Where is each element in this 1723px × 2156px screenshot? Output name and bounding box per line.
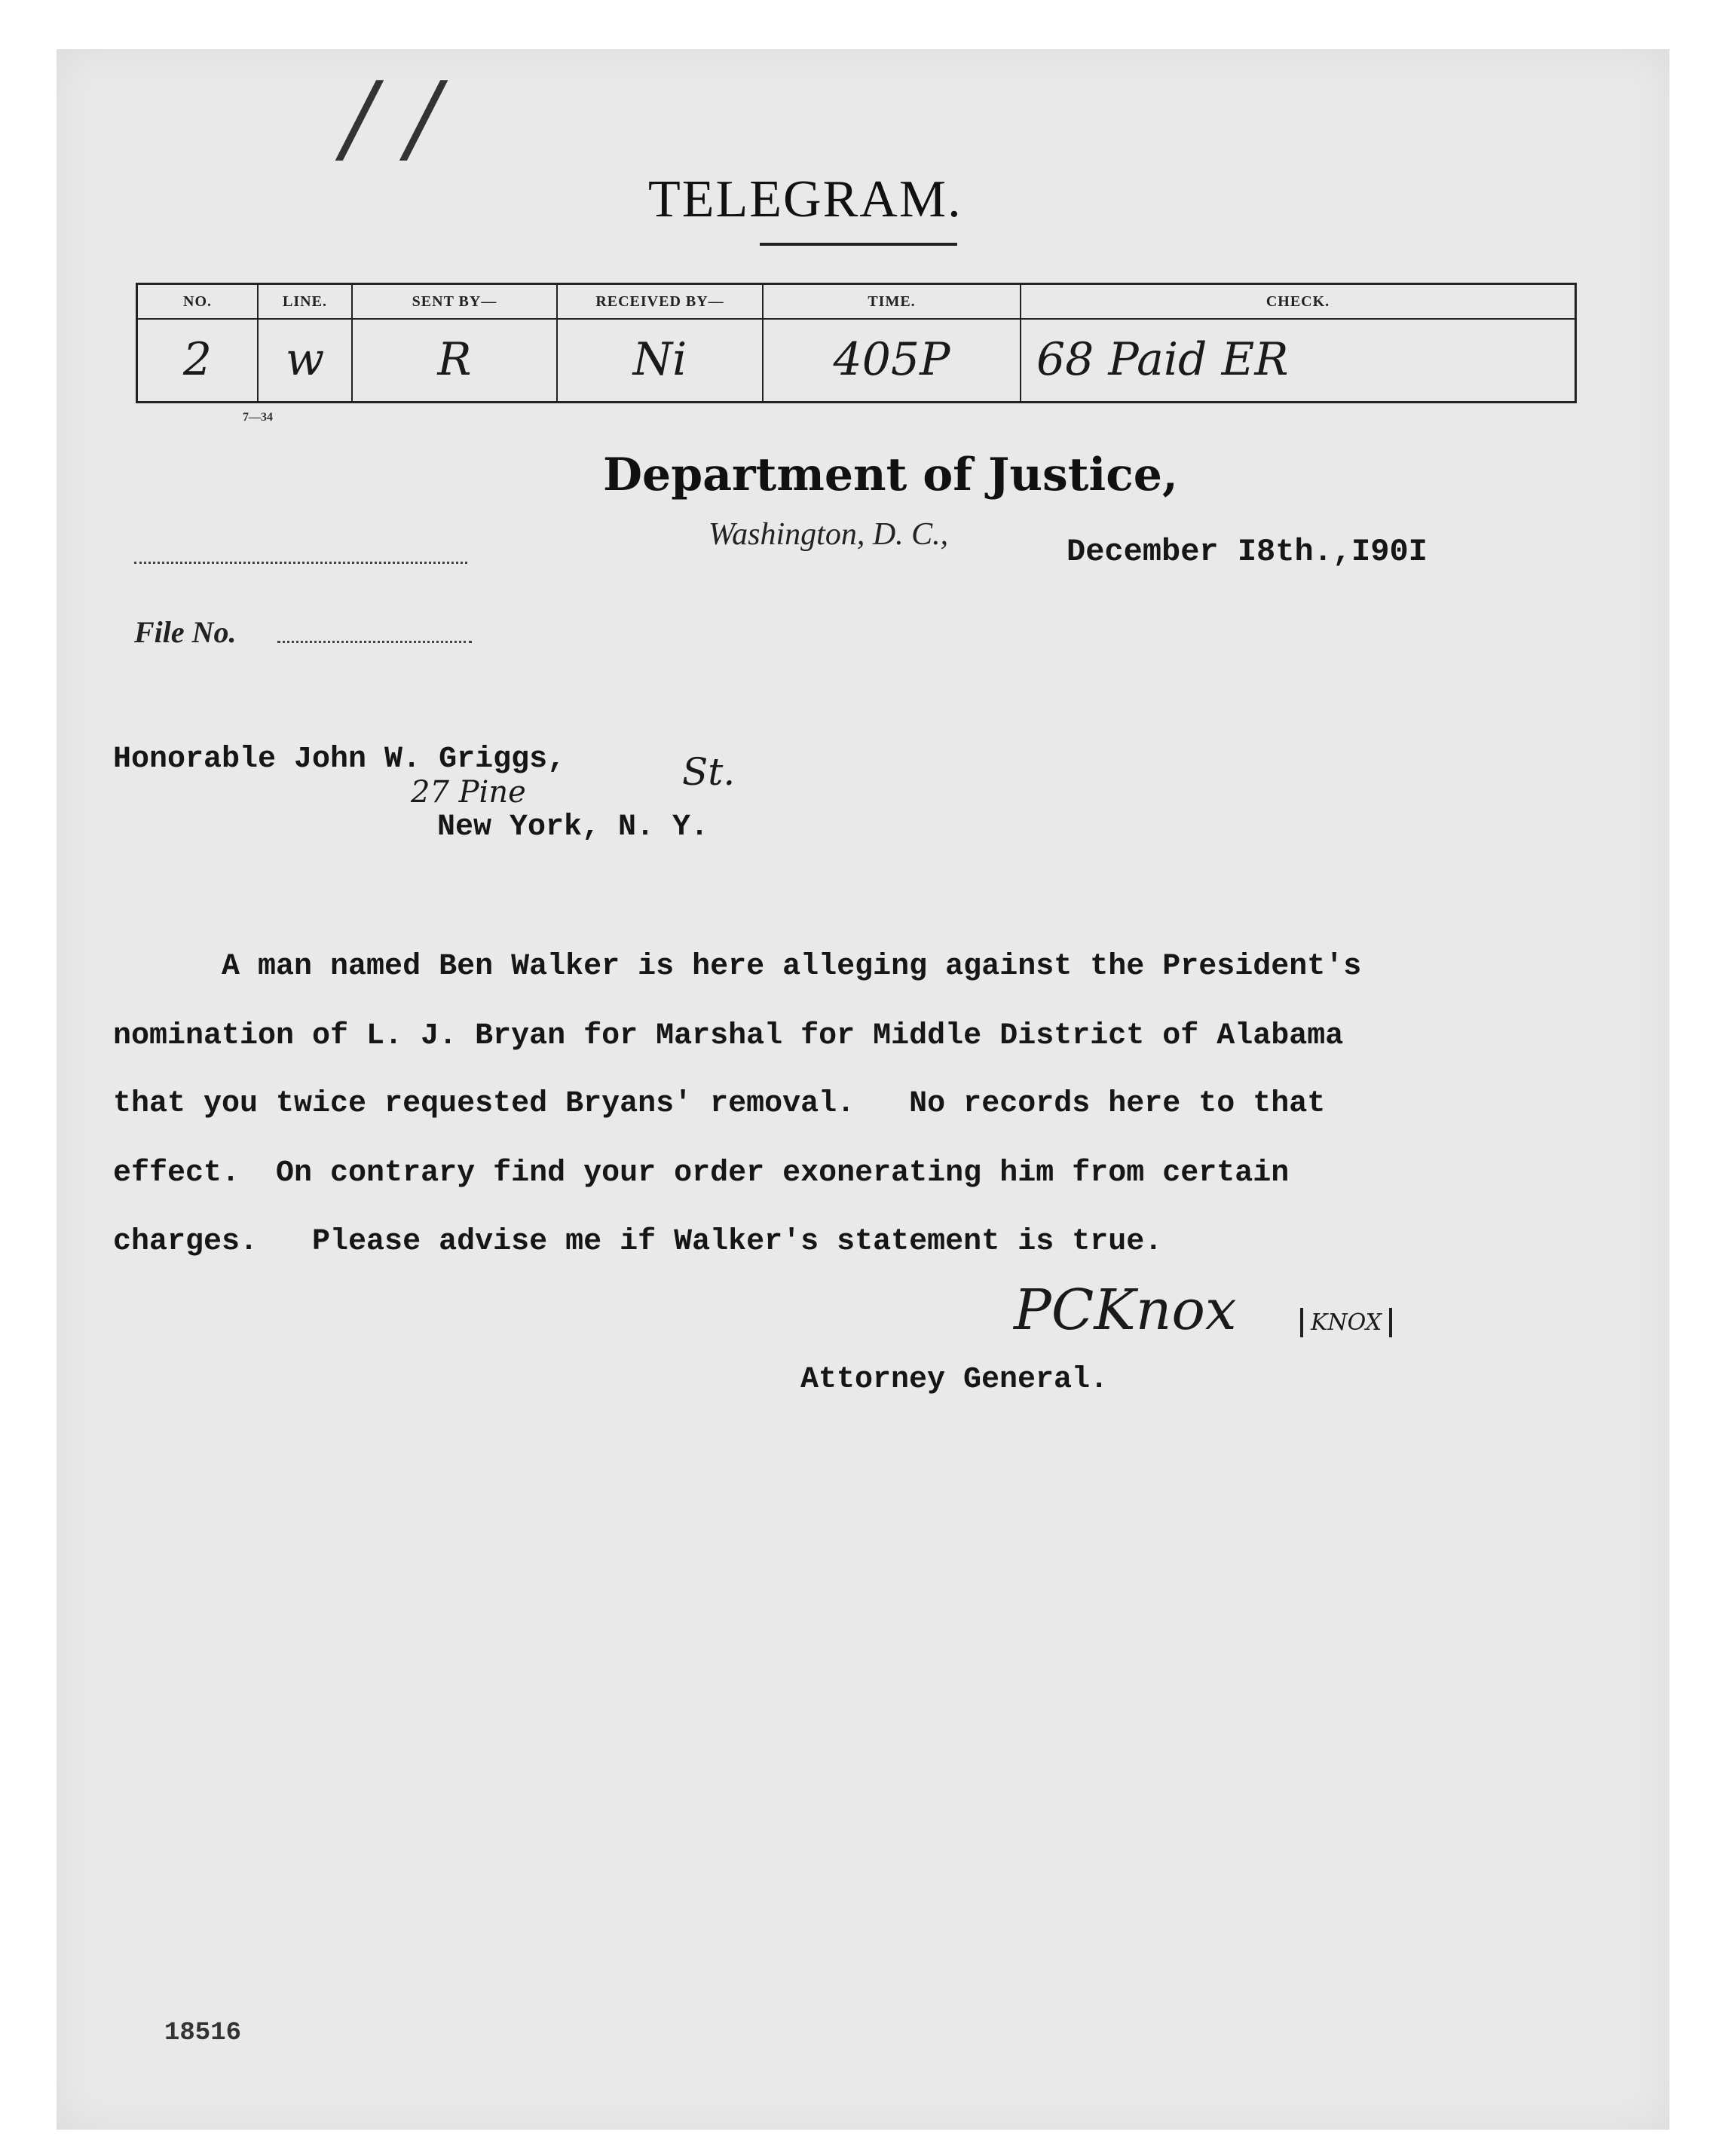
column-line xyxy=(259,285,353,401)
signature: PCKnox xyxy=(1014,1278,1237,1343)
column-sent-by xyxy=(353,285,558,401)
telegram-header-table xyxy=(136,283,1577,403)
column-header: SENT BY— xyxy=(353,285,556,320)
column-value: w xyxy=(285,333,325,386)
column-value: Ni xyxy=(632,333,687,386)
date-line: December I8th.,I90I xyxy=(1067,534,1428,570)
place-line: Washington, D. C., xyxy=(708,517,949,552)
body-line: nomination of L. J. Bryan for Marshal for Middle District of Alabama xyxy=(113,1019,1344,1053)
column-no xyxy=(138,285,259,401)
signature-title: Attorney General. xyxy=(800,1363,1109,1397)
column-header: LINE. xyxy=(259,285,351,320)
body-line: charges. Please advise me if Walker's statement is true. xyxy=(113,1225,1163,1259)
column-time xyxy=(764,285,1021,401)
blank-line xyxy=(134,562,467,564)
addressee-name: Honorable John W. Griggs, xyxy=(113,743,566,776)
body-line: A man named Ben Walker is here alleging against the President's xyxy=(113,950,1362,984)
department-heading: Department of Justice, xyxy=(603,449,1178,501)
column-value: 68 Paid ER xyxy=(1036,333,1289,386)
column-value: R xyxy=(437,333,472,386)
column-header: CHECK. xyxy=(1021,285,1575,320)
column-header: NO. xyxy=(138,285,257,320)
archive-number: 18516 xyxy=(164,2019,242,2047)
file-number-blank xyxy=(277,641,472,643)
signature-transcription: KNOX xyxy=(1300,1308,1392,1337)
file-number-label: File No. xyxy=(134,615,237,649)
addressee-city: New York, N. Y. xyxy=(437,810,709,844)
column-header: RECEIVED BY— xyxy=(558,285,762,320)
column-received-by xyxy=(558,285,764,401)
filing-mark: / / xyxy=(343,60,440,175)
addressee-street: 27 Pine xyxy=(411,775,526,810)
addressee-street-suffix: St. xyxy=(682,750,736,794)
title-underline xyxy=(760,243,957,246)
form-code: 7—34 xyxy=(243,411,273,424)
column-check xyxy=(1021,285,1575,401)
column-value: 405P xyxy=(833,333,950,386)
document-title: TELEGRAM. xyxy=(648,170,962,228)
body-line: effect. On contrary find your order exonerating him from certain xyxy=(113,1156,1290,1190)
column-header: TIME. xyxy=(764,285,1020,320)
body-line: that you twice requested Bryans' removal. No records here to that xyxy=(113,1087,1326,1121)
column-value: 2 xyxy=(182,333,213,386)
